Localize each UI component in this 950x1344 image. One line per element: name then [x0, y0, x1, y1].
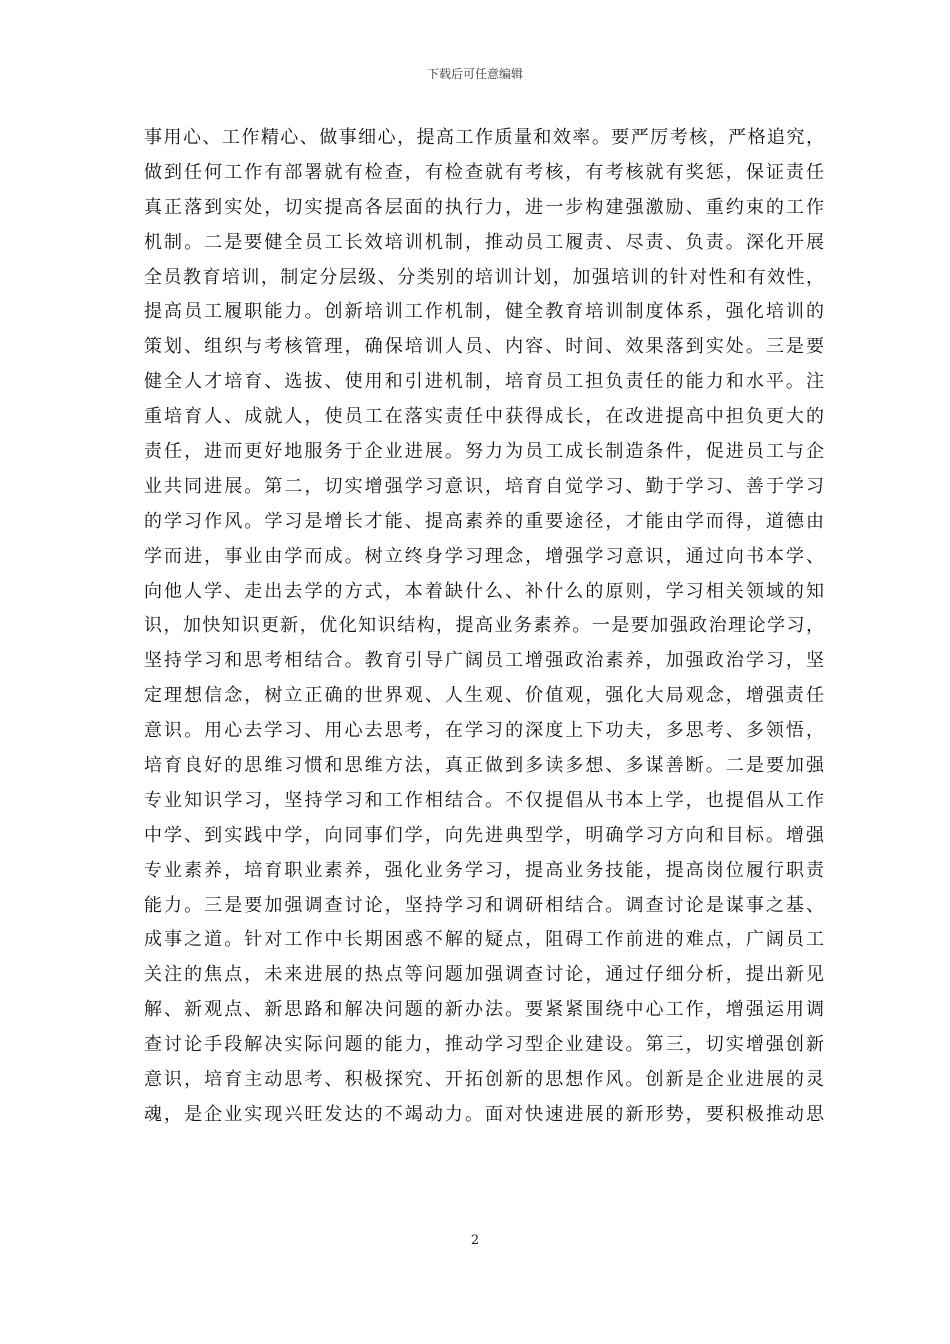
body-text-line: 真正落到实处，切实提高各层面的执行力，进一步构建强激励、重约束的工作 — [144, 196, 824, 218]
body-text-line: 关注的焦点，未来进展的热点等问题加强调查讨论，通过仔细分析，提出新见 — [144, 964, 824, 986]
body-text-line: 提高员工履职能力。创新培训工作机制，健全教育培训制度体系，强化培训的 — [144, 301, 824, 323]
body-text-line: 责任，进而更好地服务于企业进展。努力为员工成长制造条件，促进员工与企 — [144, 441, 824, 463]
body-text-line: 全员教育培训，制定分层级、分类别的培训计划，加强培训的针对性和有效性， — [144, 266, 824, 288]
body-text-line: 培育良好的思维习惯和思维方法，真正做到多读多想、多谋善断。二是要加强 — [144, 755, 824, 777]
body-text-line: 识，加快知识更新，优化知识结构，提高业务素养。一是要加强政治理论学习， — [144, 615, 824, 637]
body-text-line: 业共同进展。第二，切实增强学习意识，培育自觉学习、勤于学习、善于学习 — [144, 475, 824, 497]
body-text-line: 机制。二是要健全员工长效培训机制，推动员工履责、尽责、负责。深化开展 — [144, 231, 824, 253]
body-text-line: 专业知识学习，坚持学习和工作相结合。不仅提倡从书本上学，也提倡从工作 — [144, 789, 824, 811]
body-text-line: 坚持学习和思考相结合。教育引导广阔员工增强政治素养，加强政治学习，坚 — [144, 650, 824, 672]
body-text-line: 的学习作风。学习是增长才能、提高素养的重要途径，才能由学而得，道德由 — [144, 510, 824, 532]
body-text-line: 做到任何工作有部署就有检查，有检查就有考核，有考核就有奖惩，保证责任 — [144, 161, 824, 183]
body-text-line: 向他人学、走出去学的方式，本着缺什么、补什么的原则，学习相关领域的知 — [144, 580, 824, 602]
body-text-line: 意识，培育主动思考、积极探究、开拓创新的思想作风。创新是企业进展的灵 — [144, 1069, 824, 1091]
document-body-text — [144, 121, 824, 1133]
body-text-line: 魂，是企业实现兴旺发达的不竭动力。面对快速进展的新形势，要积极推动思 — [144, 1103, 824, 1125]
body-text-line: 策划、组织与考核管理，确保培训人员、内容、时间、效果落到实处。三是要 — [144, 336, 824, 358]
body-text-line: 定理想信念，树立正确的世界观、人生观、价值观，强化大局观念，增强责任 — [144, 685, 824, 707]
body-text-line: 意识。用心去学习、用心去思考，在学习的深度上下功夫，多思考、多领悟， — [144, 720, 824, 742]
body-text-line: 成事之道。针对工作中长期困惑不解的疑点，阻碍工作前进的难点，广阔员工 — [144, 929, 824, 951]
page-header-note: 下载后可任意编辑 — [426, 67, 523, 81]
body-text-line: 学而进，事业由学而成。树立终身学习理念，增强学习意识，通过向书本学、 — [144, 545, 824, 567]
page-number: 2 — [470, 1233, 480, 1248]
body-text-line: 解、新观点、新思路和解决问题的新办法。要紧紧围绕中心工作，增强运用调 — [144, 999, 824, 1021]
body-text-line: 重培育人、成就人，使员工在落实责任中获得成长，在改进提高中担负更大的 — [144, 406, 824, 428]
body-text-line: 能力。三是要加强调查讨论，坚持学习和调研相结合。调查讨论是谋事之基、 — [144, 894, 824, 916]
body-text-line: 健全人才培育、选拔、使用和引进机制，培育员工担负责任的能力和水平。注 — [144, 371, 824, 393]
body-text-line: 查讨论手段解决实际问题的能力，推动学习型企业建设。第三，切实增强创新 — [144, 1034, 824, 1056]
body-text-line: 专业素养，培育职业素养，强化业务学习，提高业务技能，提高岗位履行职责 — [144, 859, 824, 881]
body-text-line: 中学、到实践中学，向同事们学，向先进典型学，明确学习方向和目标。增强 — [144, 824, 824, 846]
body-text-line: 事用心、工作精心、做事细心，提高工作质量和效率。要严厉考核，严格追究， — [144, 127, 824, 148]
